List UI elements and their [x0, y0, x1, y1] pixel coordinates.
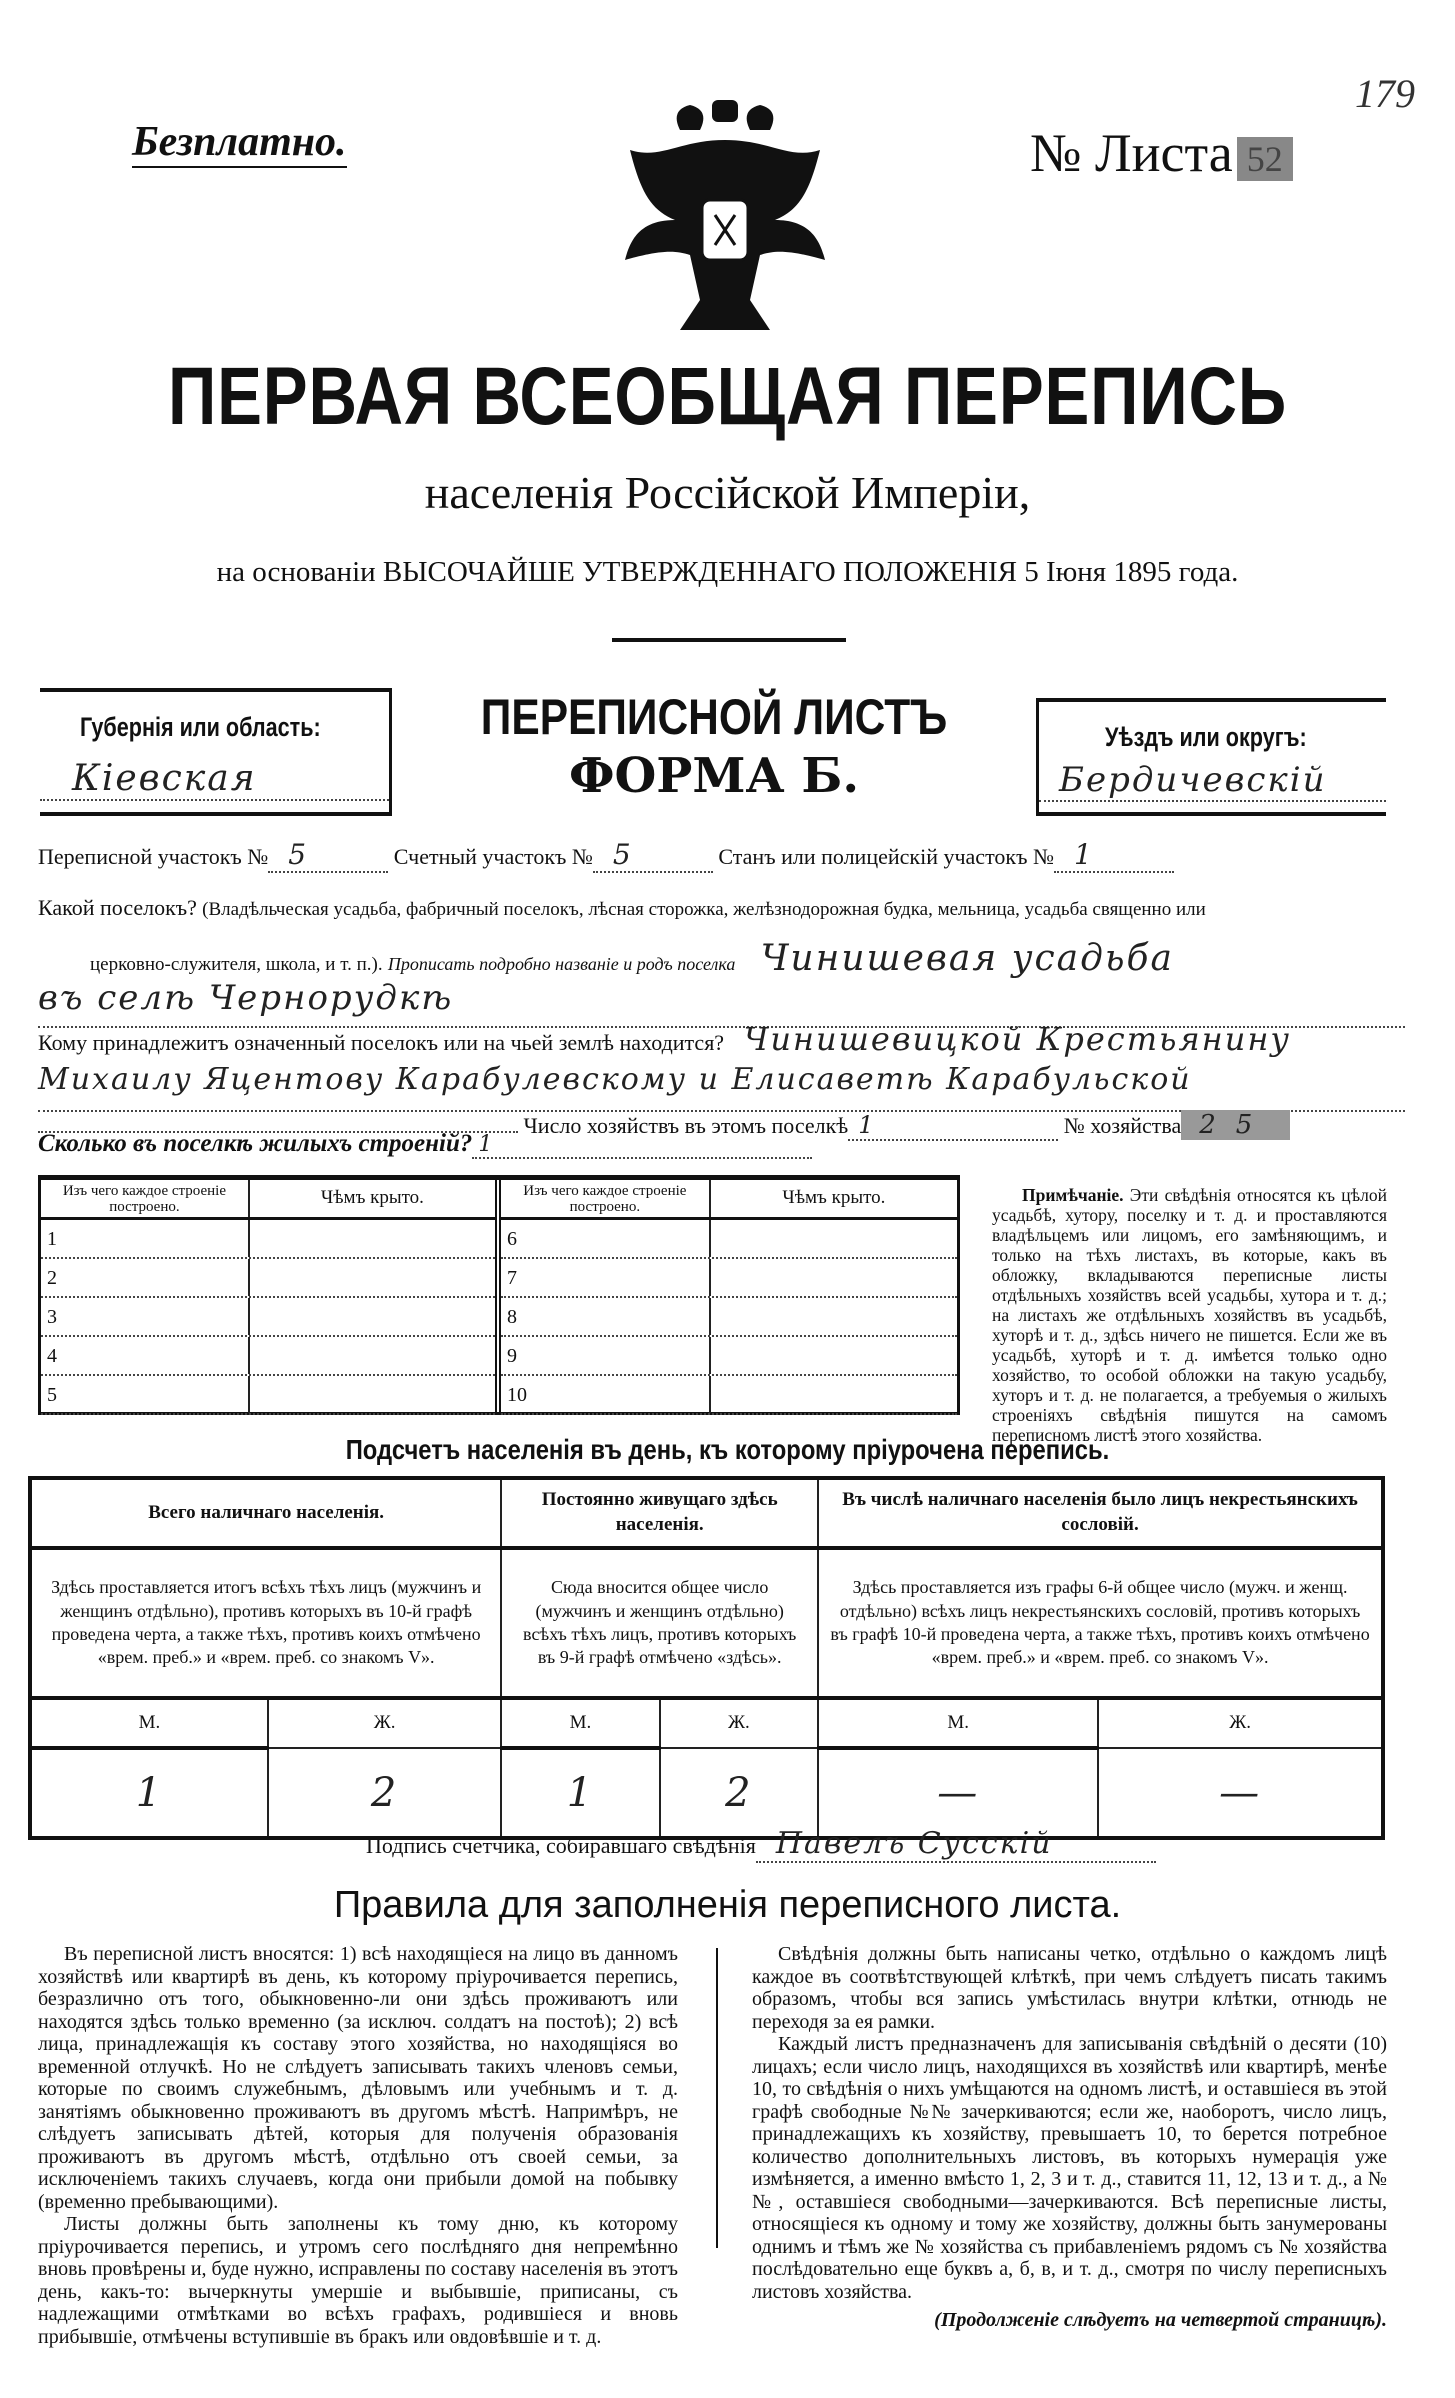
male-header: М. — [501, 1698, 659, 1748]
rules-right — [752, 1943, 1387, 2332]
form-type: ФОРМА Б. — [568, 748, 860, 804]
building-number: 9 — [501, 1337, 711, 1374]
signature-label: Подпись счетчика, собиравшаго свѣдѣнія — [366, 1833, 756, 1858]
roof-cell[interactable] — [250, 1298, 495, 1335]
free-label: Безплатно. — [132, 118, 347, 168]
census-subtitle: населенія Россійской Имперіи, — [424, 467, 1031, 518]
building-number: 8 — [501, 1298, 711, 1335]
households-value[interactable]: 1 — [848, 1111, 1058, 1141]
rules-paragraph: Каждый листъ предназначенъ для записыванія свѣдѣній о десяти (10) лицахъ; если число лицъ, находящихся въ хозяйствѣ или квартирѣ, менѣе 10, то свѣдѣнія о нихъ умѣщаются на одномъ листѣ, и оставшіеся въ этой графѣ свободные №№ зачеркиваются; если же, наоборотъ, число лицъ, принадлежащихъ къ хозяйству, превышаетъ 10, то берется потребное количество дополнительныхъ листовъ, въ которыхъ нумерація уже измѣняется, а именно вмѣсто 1, 2, 3 и т. д., ставится 11, 12, 13 и т. д., а №№, оставшіеся свободными—зачеркиваются. Всѣ переписные листы, относящіеся къ одному и тому же хозяйству, должны быть занумерованы однимъ и тѣмъ же № хозяйства съ прибавленіемъ рядомъ съ № хозяйства послѣдовательно еще буквъ а, б, в, и т. д., смотря по числу переписныхъ листовъ хозяйства. — [752, 2033, 1387, 2303]
roof-cell[interactable] — [250, 1376, 495, 1413]
roof-cell[interactable] — [711, 1376, 957, 1413]
settlement-hint: (Владѣльческая усадьба, фабричный поселокъ, лѣсная сторожка, желѣзнодорожная будка, мельница, усадьба священно или — [202, 899, 1206, 920]
settlement-value-1[interactable]: Чинишевая усадьба — [760, 938, 1174, 979]
settlement-value-2[interactable]: въ селѣ Чернорудкѣ — [38, 978, 1405, 1028]
roof-cell[interactable] — [250, 1259, 495, 1296]
building-number: 10 — [501, 1376, 711, 1413]
household-number-label: № хозяйства — [1063, 1113, 1182, 1138]
owner-value-1[interactable]: Чинишевицкой Крестьянину — [743, 1020, 1291, 1058]
building-number: 2 — [41, 1259, 250, 1296]
rules-paragraph: Свѣдѣнія должны быть написаны четко, отдѣльно о каждомъ лицѣ каждое въ соотвѣтствующей клѣткѣ, при чемъ слѣдуетъ писать такимъ образомъ, чтобы вся запись умѣстилась внутри клѣтки, отнюдь не переходя за ея рамки. — [752, 1943, 1387, 2033]
female-count[interactable]: — — [1098, 1748, 1383, 1838]
province-box — [40, 688, 392, 816]
census-area-label: Переписной участокъ № — [38, 844, 269, 869]
male-header: М. — [30, 1698, 268, 1748]
district-box — [1036, 698, 1386, 816]
census-title: ПЕРВАЯ ВСЕОБЩАЯ ПЕРЕПИСЬ — [167, 351, 1288, 442]
settlement-hint-3: Прописать подробно названіе и родъ поселка — [387, 954, 736, 974]
note-text: Эти свѣдѣнія относятся къ цѣлой усадьбѣ, хутору, поселку и т. д. и проставляются владѣльцемъ или лицомъ, его замѣняющимъ, и только на тѣхъ листахъ, въ которые, какъ въ обложку, вкладываются переписные листы отдѣльныхъ хозяйствъ всей усадьбы, хутора и т. д.; на листахъ же отдѣльныхъ хозяйствъ въ усадьбѣ, хуторѣ и т. д., здѣсь ничего не пишется. Если же въ усадьбѣ, хуторѣ и т. д. имѣется только одно хозяйство, то особой обложки на такую усадьбу, хуторъ и т. д. не полагается, а требуемыя о жилыхъ строеніяхъ свѣдѣнія пишутся на самомъ переписномъ листѣ этого хозяйства. — [992, 1185, 1387, 1445]
rules-title: Правила для заполненія переписного листа. — [333, 1884, 1122, 1926]
building-number: 1 — [41, 1220, 250, 1257]
female-header: Ж. — [268, 1698, 501, 1748]
building-number: 6 — [501, 1220, 711, 1257]
female-header: Ж. — [660, 1698, 818, 1748]
archive-mark: 179 — [1355, 71, 1415, 116]
police-area-label: Станъ или полицейскій участокъ № — [718, 844, 1054, 869]
sheet-number-value: 52 — [1237, 137, 1293, 181]
roof-cell[interactable] — [250, 1337, 495, 1374]
buildings-label: Сколько въ поселкѣ жилыхъ строеній? — [38, 1130, 473, 1157]
population-column-header: Въ числѣ наличнаго населенія было лицъ некрестьянскихъ сословій. — [818, 1478, 1383, 1548]
female-header: Ж. — [1098, 1698, 1383, 1748]
buildings-value[interactable]: 1 — [472, 1132, 812, 1159]
rules-left — [38, 1943, 678, 2348]
household-number-value[interactable]: 25 — [1181, 1110, 1290, 1140]
owner-label: Кому принадлежитъ означенный поселокъ или на чьей землѣ находится? — [38, 1030, 725, 1055]
material-header: Изъ чего каждое строеніе построено. — [41, 1180, 250, 1217]
signature-value[interactable]: Павелъ Сусскій — [756, 1826, 1156, 1863]
building-row[interactable] — [41, 1298, 495, 1337]
male-header: М. — [818, 1698, 1098, 1748]
building-number: 4 — [41, 1337, 250, 1374]
census-basis: на основаніи ВЫСОЧАЙШЕ УТВЕРЖДЕННАГО ПОЛОЖЕНІЯ 5 Іюня 1895 года. — [216, 556, 1239, 588]
building-row[interactable] — [41, 1259, 495, 1298]
building-number: 7 — [501, 1259, 711, 1296]
roof-cell[interactable] — [711, 1337, 957, 1374]
province-label: Губернія или область: — [80, 712, 321, 742]
roof-header: Чѣмъ крыто. — [320, 1187, 424, 1208]
roof-cell[interactable] — [711, 1298, 957, 1335]
population-table — [28, 1476, 1385, 1840]
roof-cell[interactable] — [711, 1220, 957, 1257]
settlement-hint-2: церковно-служителя, школа, и т. п.). — [90, 954, 383, 975]
province-value[interactable]: Кіевская — [40, 758, 389, 801]
building-row[interactable] — [501, 1220, 957, 1259]
note — [992, 1185, 1387, 1445]
column-divider — [716, 1948, 718, 2248]
area-row — [38, 838, 1385, 873]
imperial-eagle-icon — [620, 100, 830, 340]
roof-header: Чѣмъ крыто. — [782, 1187, 886, 1208]
count-area-value[interactable]: 5 — [593, 838, 713, 873]
material-header: Изъ чего каждое строеніе построено. — [501, 1180, 711, 1217]
building-row[interactable] — [41, 1337, 495, 1376]
divider — [612, 638, 846, 642]
police-area-value[interactable]: 1 — [1054, 838, 1174, 873]
form-name: ПЕРЕПИСНОЙ ЛИСТЪ — [480, 689, 948, 745]
female-count[interactable]: 2 — [268, 1748, 501, 1838]
building-row[interactable] — [501, 1298, 957, 1337]
roof-cell[interactable] — [711, 1259, 957, 1296]
rules-paragraph: Въ переписной листъ вносятся: 1) всѣ находящіеся на лицо въ данномъ хозяйствѣ или квартирѣ въ день, къ которому пріурочивается перепись, безразлично отъ того, обыкновенно-ли они здѣсь проживаютъ или находятся здѣсь только временно (за исключ. солдатъ на постоѣ); 2) всѣ лица, принадлежащія къ составу этого хозяйства, но находящіяся во временной отлучкѣ. Но не слѣдуетъ записывать такихъ членовъ семьи, которые по своимъ служебнымъ, дѣловымъ или учебнымъ и т. д. занятіямъ обыкновенно проживаютъ въ другомъ мѣстѣ. Напримѣръ, не слѣдуетъ записывать дѣтей, которыя для полученія образованія проживаютъ въ другомъ мѣстѣ, отдѣльно отъ своей семьи, за исключеніемъ такихъ случаевъ, когда они прибыли домой на побывку (временно пребывающими). — [38, 1943, 678, 2213]
population-column-header: Постоянно живущаго здѣсь населенія. — [501, 1478, 818, 1548]
settlement-row-2 — [90, 938, 1385, 979]
district-value[interactable]: Бердичевскій — [1039, 760, 1386, 802]
settlement-row — [38, 895, 1385, 921]
sheet-number — [1030, 122, 1293, 184]
building-row[interactable] — [41, 1376, 495, 1415]
female-count[interactable]: 2 — [660, 1748, 818, 1838]
population-column-description: Здѣсь проставляется изъ графы 6-й общее число (мужч. и женщ. отдѣльно) всѣхъ лицъ некрестьянскихъ сословій, противъ которыхъ въ графѣ 10-й проведена черта, а также тѣхъ, противъ коихъ отмѣчено «врем. преб.» и «врем. преб. со знакомъ V». — [818, 1548, 1383, 1698]
owner-row — [38, 1020, 1385, 1058]
owner-value-2[interactable]: Михаилу Яцентову Карабулевскому и Елисаветѣ Карабульской — [38, 1062, 1405, 1112]
male-count[interactable]: 1 — [501, 1748, 659, 1838]
population-column-description: Здѣсь проставляется итогъ всѣхъ тѣхъ лицъ (мужчинъ и женщинъ отдѣльно), противъ которыхъ въ 10-й графѣ проведена черта, а также тѣхъ, противъ коихъ отмѣчено «врем. преб.» и «врем. преб. со знакомъ V». — [30, 1548, 501, 1698]
building-row[interactable] — [501, 1259, 957, 1298]
population-column-description: Сюда вносится общее число (мужчинъ и женщинъ отдѣльно) всѣхъ тѣхъ лицъ, противъ которыхъ въ 9-й графѣ отмѣчено «здѣсь». — [501, 1548, 818, 1698]
building-number: 3 — [41, 1298, 250, 1335]
roof-cell[interactable] — [250, 1220, 495, 1257]
count-area-label: Счетный участокъ № — [393, 844, 593, 869]
rules-continued: (Продолженіе слѣдуетъ на четвертой страницѣ). — [934, 2309, 1387, 2331]
buildings-row — [38, 1130, 1385, 1159]
settlement-label: Какой поселокъ? — [38, 895, 197, 920]
note-title: Примѣчаніе. — [1022, 1185, 1124, 1205]
buildings-table — [38, 1175, 960, 1415]
building-number: 5 — [41, 1376, 250, 1413]
signature-row — [366, 1826, 1156, 1863]
male-count[interactable]: 1 — [30, 1748, 268, 1838]
rules-paragraph: Листы должны быть заполнены къ тому дню, къ которому пріурочивается перепись, и утромъ сего послѣдняго дня непремѣнно вновь провѣрены и, буде нужно, исправлены по составу населенія въ этотъ день, какъ-то: вычеркнуты умершіе и выбывшіе, приписаны, съ надлежащими отмѣтками во всѣхъ графахъ, родившіеся и вновь прибывшіе, отмѣчены вступившіе въ бракъ или овдовѣвшіе и т. д. — [38, 2213, 678, 2348]
census-area-value[interactable]: 5 — [268, 838, 388, 873]
population-title: Подсчетъ населенія въ день, къ которому пріурочена перепись. — [345, 1434, 1110, 1465]
sheet-number-label: № Листа — [1030, 123, 1233, 183]
building-row[interactable] — [501, 1337, 957, 1376]
building-row[interactable] — [41, 1220, 495, 1259]
households-label: Число хозяйствъ въ этомъ поселкѣ — [523, 1113, 849, 1138]
male-count[interactable]: — — [818, 1748, 1098, 1838]
building-row[interactable] — [501, 1376, 957, 1415]
district-label: Уѣздъ или округъ: — [1105, 722, 1307, 752]
population-column-header: Всего наличнаго населенія. — [30, 1478, 501, 1548]
